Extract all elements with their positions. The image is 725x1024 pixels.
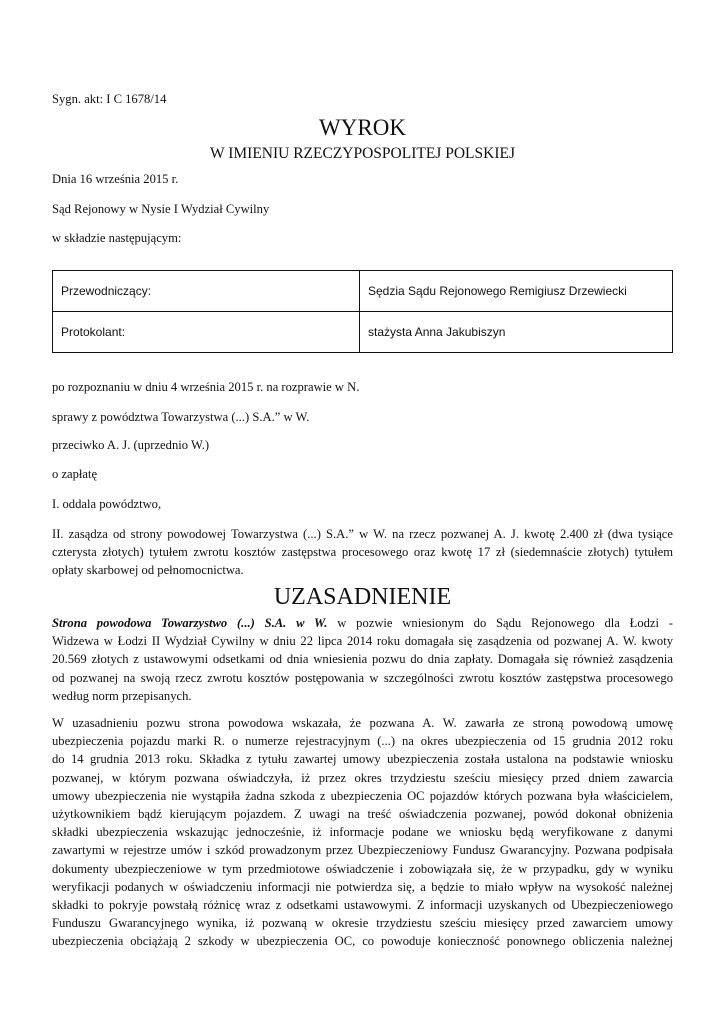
justification-line: Widzewa w Łodzi II Wydział Cywilny w dniu 22 lipca 2014 roku domagała się zasądzenia od pozwanej A. W. kwoty <box>52 634 673 649</box>
justification-line: użytkownikiem bądź kierującym pojazdem. Z uwagi na treść oświadczenia pozwanej, powód dokonał obniżenia <box>52 807 673 822</box>
case-signature: Sygn. akt: I C 1678/14 <box>52 92 167 106</box>
justification-line-rest: w pozwie wniesionym do Sądu Rejonowego dla Łodzi - <box>327 616 674 630</box>
verdict-point-2-line: opłaty skarbowej od pełnomocnictwa. <box>52 563 244 578</box>
table-row <box>53 271 673 312</box>
panel-role-cell: Przewodniczący: <box>53 271 360 312</box>
verdict-point-1: I. oddala powództwo, <box>52 497 162 511</box>
case-parties: sprawy z powództwa Towarzystwa (...) S.A.” w W. <box>52 410 310 424</box>
hearing-info: po rozpoznaniu w dniu 4 września 2015 r. na rozprawie w N. <box>52 380 360 394</box>
justification-line: według norm przepisanych. <box>52 688 192 703</box>
panel-role-cell: Protokolant: <box>53 312 360 353</box>
document-title: WYROK <box>319 115 406 140</box>
justification-line: składki ubezpieczenia wskazując jednocześnie, iż informacje podane we wniosku będą weryfikowane z danymi <box>52 825 673 840</box>
justification-line: zawartymi w rejestrze umów i szkód prowadzonym przez Ubezpieczeniowy Fundusz Gwarancyjny. Pozwana podpisała <box>52 843 673 858</box>
panel-person-cell: Sędzia Sądu Rejonowego Remigiusz Drzewiecki <box>360 271 673 312</box>
justification-line: umowy ubezpieczenia nie wystąpiła żadna szkoda z ubezpieczenia OC pojazdów których pozwana była właścicielem, <box>52 788 673 803</box>
justification-line: składki to pokryje powstałą różnicę wraz z odsetkami ustawowymi. Z informacji uzyskanych od Ubezpieczeniowego <box>52 898 673 913</box>
justification-line: 20.569 złotych z ustawowymi odsetkami od dnia wniesienia pozwu do dnia zapłaty. Domagała się również zasądzenia <box>52 652 673 667</box>
justification-heading: UZASADNIENIE <box>273 584 452 610</box>
justification-line: do 14 grudnia 2013 roku. Składka z tytułu zawartej umowy ubezpieczenia została ustalona na podstawie wniosku <box>52 752 673 767</box>
document-subtitle: W IMIENIU RZECZYPOSPOLITEJ POLSKIEJ <box>210 145 515 162</box>
justification-line: ubezpieczenia pojazdu marki R. o numerze rejestracyjnym (...) na okres ubezpieczenia od 15 grudnia 2012 roku <box>52 734 673 749</box>
composition-label: w składzie następującym: <box>52 231 182 245</box>
court-name: Sąd Rejonowy w Nysie I Wydział Cywilny <box>52 202 270 216</box>
justification-line: weryfikacji podanych w oświadczeniu informacji nie potwierdza się, a będzie to miało wpływ na wysokość należnej <box>52 879 673 894</box>
justification-line: ubezpieczenia obciążają 2 szkody w ubezpieczenia OC, co powoduje konieczność ponownego obliczenia należnej <box>52 934 673 949</box>
justification-line <box>52 614 673 632</box>
court-panel-table <box>52 270 673 353</box>
justification-paragraph-2 <box>52 714 673 951</box>
panel-person-cell: stażysta Anna Jakubiszyn <box>360 312 673 353</box>
justification-line: pozwanej, w którym pozwana oświadczyła, iż przez okres trzydziestu sześciu miesięcy przed dniem zawarcia <box>52 770 673 785</box>
plaintiff-name: Strona powodowa Towarzystwo (...) S.A. w W. <box>52 616 328 630</box>
table-row <box>53 312 673 353</box>
justification-paragraph-1 <box>52 614 673 705</box>
justification-line: W uzasadnieniu pozwu strona powodowa wskazała, że pozwana A. W. zawarła ze stroną powodową umowę <box>52 716 673 730</box>
case-subject: o zapłatę <box>52 467 98 481</box>
justification-line: dokumenty ubezpieczeniowe w tym przedmiotowe oświadczenie i zobowiązała się, że w przypadku, gdy w wyniku <box>52 861 673 876</box>
verdict-point-2-line: II. zasądza od strony powodowej Towarzystwa (...) S.A.” w W. na rzecz pozwanej A. J. kwotę 2.400 zł (dwa tysiące <box>52 527 673 541</box>
verdict-point-2 <box>52 525 673 580</box>
justification-line: od pozwanej na swoją rzecz zwrotu kosztów postępowania w szczególności zwrotu kosztów zastępstwa procesowego <box>52 670 673 685</box>
verdict-point-2-line: czterysta złotych) tytułem zwrotu kosztów zastępstwa procesowego oraz kwotę 17 zł (siedemnaście złotych) tytułem <box>52 545 673 560</box>
defendant-info: przeciwko A. J. (uprzednio W.) <box>52 438 210 452</box>
justification-line: Funduszu Gwarancyjnego wynika, iż pozwaną w okresie trzydziestu sześciu miesięcy przed zawarciem umowy <box>52 916 673 931</box>
judgment-date: Dnia 16 września 2015 r. <box>52 172 179 186</box>
